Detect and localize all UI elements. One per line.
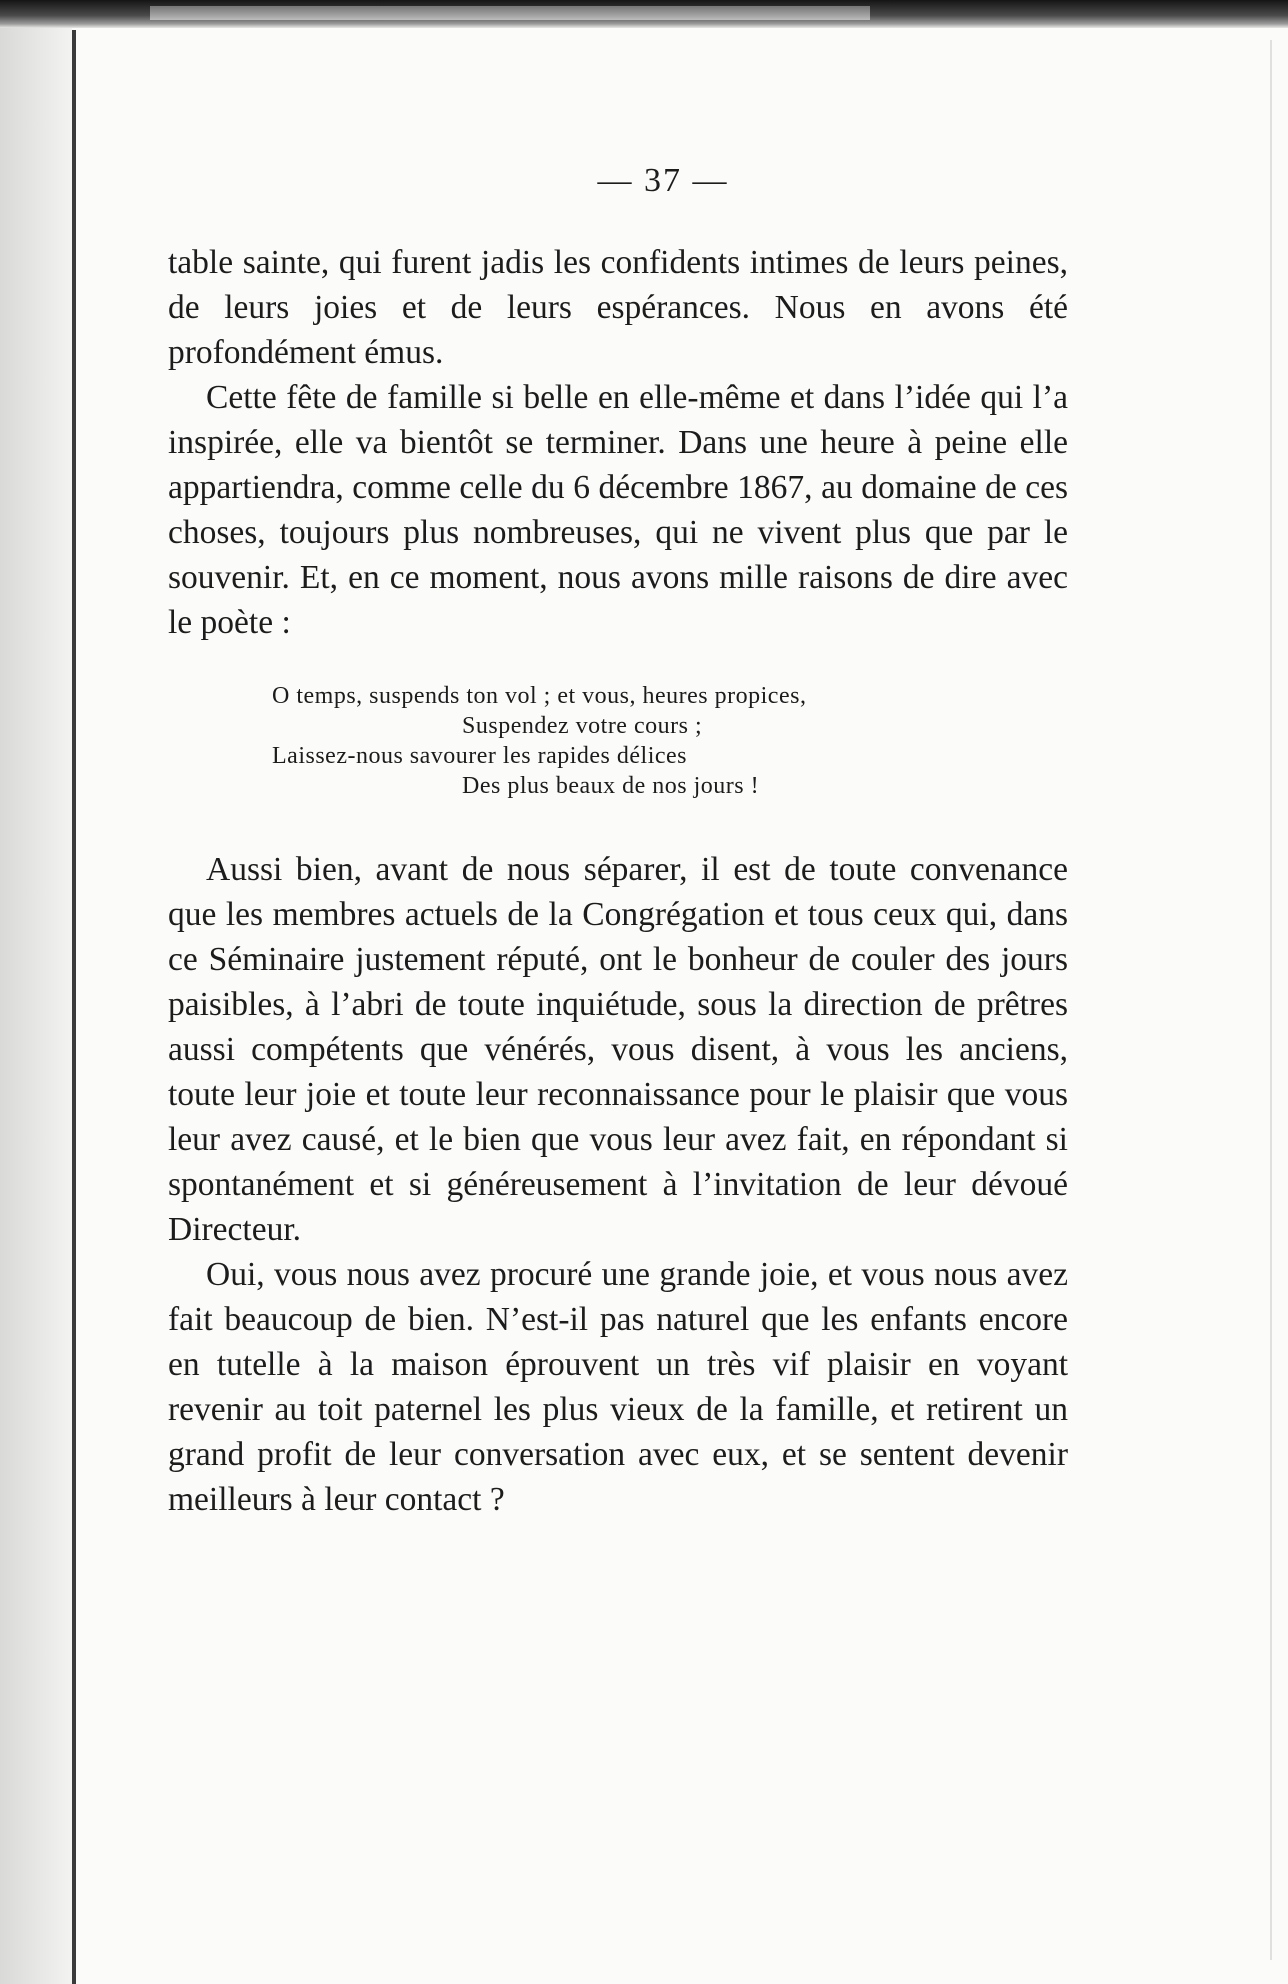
poem-line: Suspendez votre cours ; [462,713,703,739]
binding-edge [72,30,76,1984]
paragraph-aussi-bien: Aussi bien, avant de nous séparer, il est de toute convenance que les membres actuels de la Congrégation et tous ceux qui, dans ce Séminaire justement réputé, ont le bonheur de couler des jours paisibles, à l’abri de toute inquiétude, sous la direction de prêtres aussi compétents que vénérés, vous disent, à vous les anciens, toute leur joie et toute leur reconnaissance pour le plaisir que vous leur avez causé, et le bien que vous leur avez fait, en répondant si spontanément et si généreusement à l’invitation de leur dévoué Directeur. [168,851,1068,1248]
paragraph-oui: Oui, vous nous avez procuré une grande joie, et vous nous avez fait beaucoup de bien. N’est-il pas naturel que les enfants encore en tutelle à la maison éprouvent un très vif plaisir en voyant revenir au toit paternel les plus vieux de la famille, et retirent un grand profit de leur conversation avec eux, et se sentent devenir meilleurs à leur contact ? [168,1256,1068,1518]
scan-right-edge [1270,40,1272,1960]
poem-line: O temps, suspends ton vol ; et vous, heures propices, [272,683,807,709]
binding-shadow [0,28,72,1984]
poem-quote [272,681,1068,801]
scan-top-highlight [150,6,870,20]
poem-line: Laissez-nous savourer les rapides délices [272,743,688,769]
page-number: — 37 — [597,162,729,199]
page-content [168,150,1068,1522]
poem-line: Des plus beaux de nos jours ! [462,773,760,799]
paragraph-fete-de-famille: Cette fête de famille si belle en elle-même et dans l’idée qui l’a inspirée, elle va bientôt se terminer. Dans une heure à peine elle appartiendra, comme celle du 6 décembre 1867, au domaine de ces choses, toujours plus nombreuses, qui ne vivent plus que par le souvenir. Et, en ce moment, nous avons mille raisons de dire avec le poète : [168,379,1068,641]
paragraph-continuation: table sainte, qui furent jadis les confidents intimes de leurs peines, de leurs joies et de leurs espérances. Nous en avons été profondément émus. [168,244,1068,371]
